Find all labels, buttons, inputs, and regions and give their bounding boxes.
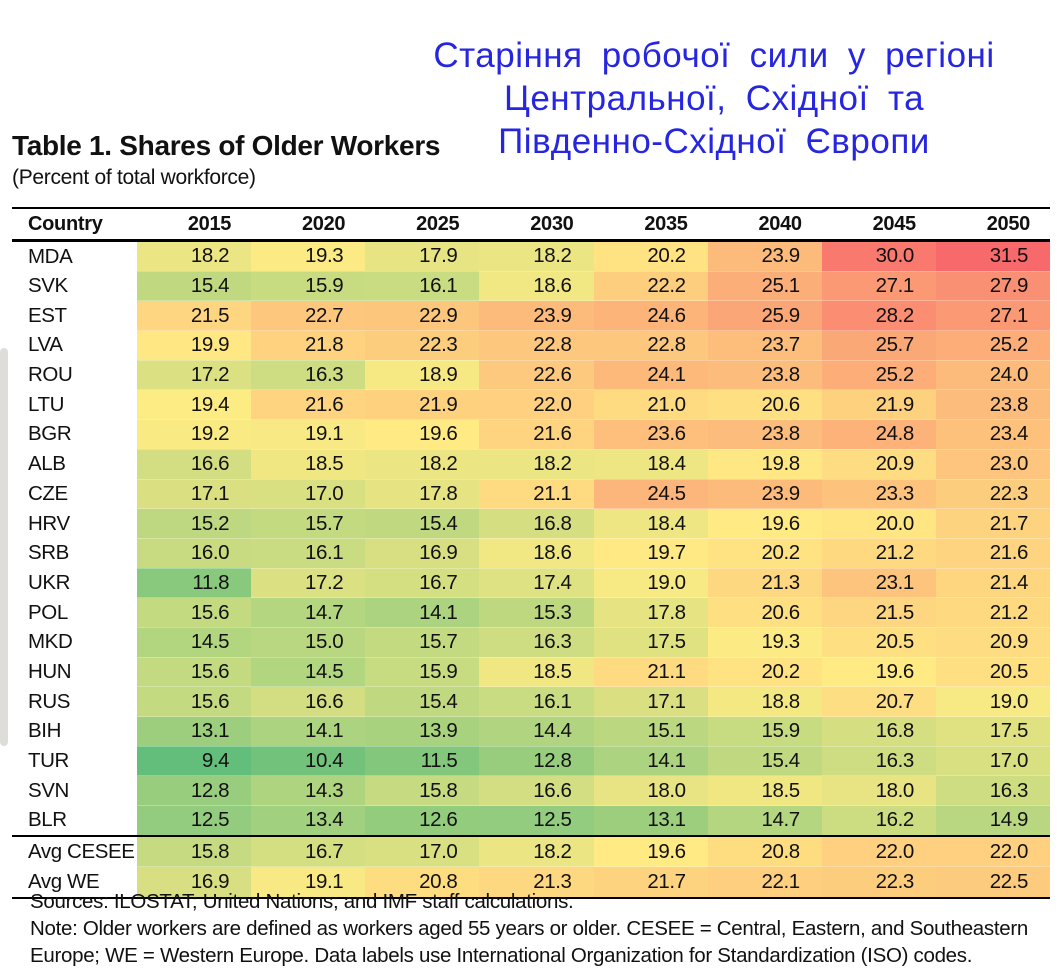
heatmap-cell: 31.5 — [936, 241, 1050, 272]
heatmap-cell: 13.9 — [365, 717, 479, 747]
heatmap-cell: 15.7 — [365, 627, 479, 657]
heatmap-cell: 18.2 — [137, 241, 251, 272]
heatmap-cell: 22.6 — [479, 360, 593, 390]
heatmap-cell: 25.2 — [936, 331, 1050, 361]
heatmap-cell: 21.4 — [936, 568, 1050, 598]
heatmap-cell: 19.9 — [137, 331, 251, 361]
heatmap-cell: 15.4 — [708, 746, 822, 776]
heatmap-cell: 22.0 — [936, 836, 1050, 867]
heatmap-cell: 20.5 — [936, 657, 1050, 687]
row-label: MDA — [12, 241, 137, 272]
heatmap-cell: 18.6 — [479, 271, 593, 301]
heatmap-cell: 12.5 — [479, 806, 593, 836]
heatmap-cell: 28.2 — [822, 301, 936, 331]
heatmap-cell: 21.1 — [594, 657, 708, 687]
heatmap-cell: 23.8 — [936, 390, 1050, 420]
heatmap-cell: 17.2 — [137, 360, 251, 390]
heatmap-cell: 15.6 — [137, 598, 251, 628]
heatmap-cell: 12.8 — [479, 746, 593, 776]
heatmap-cell: 23.4 — [936, 420, 1050, 450]
heatmap-cell: 16.2 — [822, 806, 936, 836]
heatmap-cell: 18.8 — [708, 687, 822, 717]
row-label: CZE — [12, 479, 137, 509]
table-row — [12, 776, 1050, 806]
heatmap-cell: 21.5 — [822, 598, 936, 628]
overlay-title-line-2: Центральної, Східної та — [503, 79, 925, 118]
column-header-year: 2035 — [594, 208, 708, 241]
heatmap-cell: 15.4 — [137, 271, 251, 301]
heatmap-cell: 18.0 — [594, 776, 708, 806]
heatmap-cell: 21.3 — [708, 568, 822, 598]
heatmap-cell: 23.1 — [822, 568, 936, 598]
heatmap-cell: 21.6 — [936, 538, 1050, 568]
decoration-bar — [0, 348, 8, 746]
heatmap-cell: 14.1 — [365, 598, 479, 628]
heatmap-cell: 20.6 — [708, 390, 822, 420]
heatmap-cell: 20.2 — [708, 657, 822, 687]
heatmap-cell: 18.5 — [708, 776, 822, 806]
heatmap-cell: 17.8 — [365, 479, 479, 509]
heatmap-cell: 19.7 — [594, 538, 708, 568]
heatmap-cell: 14.5 — [251, 657, 365, 687]
row-label: HUN — [12, 657, 137, 687]
heatmap-cell: 15.0 — [251, 627, 365, 657]
heatmap-cell: 17.8 — [594, 598, 708, 628]
column-header-country: Country — [12, 208, 137, 241]
table-row — [12, 657, 1050, 687]
heatmap-cell: 18.2 — [365, 449, 479, 479]
heatmap-cell: 12.8 — [137, 776, 251, 806]
heatmap-cell: 15.9 — [365, 657, 479, 687]
heatmap-cell: 18.5 — [479, 657, 593, 687]
overlay-title-line-3: Південно-Східної Європи — [498, 122, 930, 161]
heatmap-cell: 20.9 — [936, 627, 1050, 657]
heatmap-cell: 19.3 — [708, 627, 822, 657]
heatmap-cell: 30.0 — [822, 241, 936, 272]
table-subtitle: (Percent of total workforce) — [12, 166, 256, 189]
row-label: Avg CESEE — [12, 836, 137, 867]
table-row — [12, 806, 1050, 836]
table-row — [12, 360, 1050, 390]
row-label: HRV — [12, 509, 137, 539]
heatmap-cell: 15.9 — [708, 717, 822, 747]
heatmap-cell: 11.8 — [137, 568, 251, 598]
heatmap-cell: 19.0 — [936, 687, 1050, 717]
row-label: ALB — [12, 449, 137, 479]
row-label: TUR — [12, 746, 137, 776]
heatmap-cell: 16.3 — [822, 746, 936, 776]
heatmap-cell: 25.1 — [708, 271, 822, 301]
overlay-title-line-1: Старіння робочої сили у регіоні — [433, 36, 995, 75]
table-row — [12, 717, 1050, 747]
heatmap-cell: 21.8 — [251, 331, 365, 361]
heatmap-cell: 19.4 — [137, 390, 251, 420]
table-row — [12, 627, 1050, 657]
row-label: BLR — [12, 806, 137, 836]
heatmap-cell: 22.0 — [822, 836, 936, 867]
table-row — [12, 390, 1050, 420]
heatmap-cell: 21.6 — [479, 420, 593, 450]
heatmap-cell: 12.6 — [365, 806, 479, 836]
heatmap-cell: 23.8 — [708, 360, 822, 390]
column-header-year: 2020 — [251, 208, 365, 241]
heatmap-cell: 22.8 — [594, 331, 708, 361]
heatmap-cell: 21.3 — [479, 867, 593, 898]
heatmap-cell: 17.0 — [251, 479, 365, 509]
heatmap-cell: 18.4 — [594, 509, 708, 539]
row-label: UKR — [12, 568, 137, 598]
table-row — [12, 301, 1050, 331]
heatmap-cell: 16.1 — [365, 271, 479, 301]
heatmap-cell: 14.1 — [594, 746, 708, 776]
overlay-title — [392, 34, 1036, 163]
heatmap-cell: 19.8 — [708, 449, 822, 479]
heatmap-cell: 16.7 — [251, 836, 365, 867]
heatmap-cell: 15.7 — [251, 509, 365, 539]
table-row — [12, 568, 1050, 598]
row-label: BIH — [12, 717, 137, 747]
heatmap-cell: 14.5 — [137, 627, 251, 657]
heatmap-cell: 16.6 — [251, 687, 365, 717]
heatmap-cell: 20.8 — [708, 836, 822, 867]
heatmap-cell: 15.8 — [365, 776, 479, 806]
heatmap-cell: 18.9 — [365, 360, 479, 390]
heatmap-cell: 24.1 — [594, 360, 708, 390]
column-header-year: 2015 — [137, 208, 251, 241]
heatmap-cell: 14.4 — [479, 717, 593, 747]
row-label: EST — [12, 301, 137, 331]
table-row — [12, 687, 1050, 717]
heatmap-cell: 17.1 — [137, 479, 251, 509]
row-label: LTU — [12, 390, 137, 420]
heatmap-cell: 17.1 — [594, 687, 708, 717]
heatmap-cell: 22.5 — [936, 867, 1050, 898]
table-row — [12, 271, 1050, 301]
heatmap-cell: 18.6 — [479, 538, 593, 568]
row-label: SVN — [12, 776, 137, 806]
heatmap-cell: 19.6 — [708, 509, 822, 539]
heatmap-cell: 15.2 — [137, 509, 251, 539]
footnotes — [30, 888, 1050, 969]
row-label: BGR — [12, 420, 137, 450]
heatmap-cell: 22.2 — [594, 271, 708, 301]
heatmap-cell: 19.6 — [365, 420, 479, 450]
heatmap-cell: 21.0 — [594, 390, 708, 420]
heatmap-cell: 16.3 — [479, 627, 593, 657]
heatmap-cell: 14.1 — [251, 717, 365, 747]
heatmap-cell: 20.9 — [822, 449, 936, 479]
heatmap-cell: 14.3 — [251, 776, 365, 806]
table-row — [12, 241, 1050, 272]
table-header-row — [12, 208, 1050, 241]
column-header-year: 2030 — [479, 208, 593, 241]
heatmap-cell: 12.5 — [137, 806, 251, 836]
heatmap-cell: 20.5 — [822, 627, 936, 657]
heatmap-cell: 16.9 — [137, 867, 251, 898]
heatmap-cell: 16.0 — [137, 538, 251, 568]
heatmap-cell: 18.4 — [594, 449, 708, 479]
heatmap-cell: 15.4 — [365, 509, 479, 539]
heatmap-cell: 15.6 — [137, 687, 251, 717]
heatmap-cell: 22.1 — [708, 867, 822, 898]
table-row — [12, 509, 1050, 539]
heatmap-cell: 17.2 — [251, 568, 365, 598]
heatmap-cell: 17.5 — [594, 627, 708, 657]
heatmap-cell: 16.6 — [479, 776, 593, 806]
table-row — [12, 598, 1050, 628]
heatmap-cell: 22.3 — [822, 867, 936, 898]
heatmap-cell: 20.6 — [708, 598, 822, 628]
heatmap-cell: 18.2 — [479, 836, 593, 867]
table-row — [12, 331, 1050, 361]
heatmap-cell: 18.0 — [822, 776, 936, 806]
heatmap-cell: 20.8 — [365, 867, 479, 898]
heatmap-cell: 17.5 — [936, 717, 1050, 747]
table-header — [12, 208, 1050, 241]
heatmap-cell: 16.8 — [822, 717, 936, 747]
heatmap-cell: 14.9 — [936, 806, 1050, 836]
heatmap-cell: 24.8 — [822, 420, 936, 450]
heatmap-cell: 15.3 — [479, 598, 593, 628]
table-row — [12, 746, 1050, 776]
heatmap-cell: 25.2 — [822, 360, 936, 390]
heatmap-cell: 23.7 — [708, 331, 822, 361]
heatmap-cell: 15.9 — [251, 271, 365, 301]
heatmap-cell: 21.7 — [594, 867, 708, 898]
heatmap-cell: 16.6 — [137, 449, 251, 479]
row-label: RUS — [12, 687, 137, 717]
heatmap-cell: 23.9 — [479, 301, 593, 331]
row-label: ROU — [12, 360, 137, 390]
heatmap-cell: 19.2 — [137, 420, 251, 450]
heatmap-cell: 16.1 — [251, 538, 365, 568]
heatmap-cell: 22.9 — [365, 301, 479, 331]
heatmap-cell: 22.8 — [479, 331, 593, 361]
heatmap-cell: 27.9 — [936, 271, 1050, 301]
heatmap-cell: 16.9 — [365, 538, 479, 568]
column-header-year: 2045 — [822, 208, 936, 241]
heatmap-cell: 13.1 — [137, 717, 251, 747]
heatmap-cell: 13.1 — [594, 806, 708, 836]
heatmap-cell: 22.7 — [251, 301, 365, 331]
heatmap-cell: 16.1 — [479, 687, 593, 717]
heatmap-cell: 15.4 — [365, 687, 479, 717]
heatmap-cell: 20.2 — [594, 241, 708, 272]
heatmap-cell: 25.9 — [708, 301, 822, 331]
heatmap-cell: 15.8 — [137, 836, 251, 867]
heatmap-cell: 17.4 — [479, 568, 593, 598]
heatmap-cell: 16.8 — [479, 509, 593, 539]
row-label: SVK — [12, 271, 137, 301]
row-label: POL — [12, 598, 137, 628]
heatmap-table-container — [12, 207, 1050, 899]
heatmap-cell: 16.7 — [365, 568, 479, 598]
column-header-year: 2040 — [708, 208, 822, 241]
heatmap-cell: 20.0 — [822, 509, 936, 539]
heatmap-cell: 24.5 — [594, 479, 708, 509]
heatmap-cell: 20.7 — [822, 687, 936, 717]
heatmap-cell: 27.1 — [822, 271, 936, 301]
heatmap-cell: 24.6 — [594, 301, 708, 331]
heatmap-cell: 14.7 — [251, 598, 365, 628]
column-header-year: 2050 — [936, 208, 1050, 241]
heatmap-cell: 18.2 — [479, 241, 593, 272]
table-row — [12, 479, 1050, 509]
heatmap-cell: 22.0 — [479, 390, 593, 420]
heatmap-cell: 23.9 — [708, 479, 822, 509]
footnote-note-line-1: Note: Older workers are defined as workers aged 55 years or older. CESEE = Central, Eastern, and Southeastern — [30, 917, 1028, 940]
heatmap-cell: 24.0 — [936, 360, 1050, 390]
heatmap-cell: 27.1 — [936, 301, 1050, 331]
row-label: Avg WE — [12, 867, 137, 898]
heatmap-cell: 18.5 — [251, 449, 365, 479]
heatmap-cell: 16.3 — [936, 776, 1050, 806]
heatmap-cell: 17.0 — [365, 836, 479, 867]
heatmap-cell: 19.0 — [594, 568, 708, 598]
heatmap-cell: 20.2 — [708, 538, 822, 568]
heatmap-cell: 10.4 — [251, 746, 365, 776]
row-label: LVA — [12, 331, 137, 361]
column-header-year: 2025 — [365, 208, 479, 241]
heatmap-cell: 25.7 — [822, 331, 936, 361]
heatmap-cell: 21.1 — [479, 479, 593, 509]
heatmap-cell: 17.9 — [365, 241, 479, 272]
heatmap-cell: 22.3 — [365, 331, 479, 361]
heatmap-cell: 15.1 — [594, 717, 708, 747]
heatmap-cell: 15.6 — [137, 657, 251, 687]
heatmap-cell: 19.6 — [822, 657, 936, 687]
row-label: MKD — [12, 627, 137, 657]
footnote-note-line-2: Europe; WE = Western Europe. Data labels use International Organization for Standardization (ISO) codes. — [30, 944, 973, 967]
heatmap-cell: 23.6 — [594, 420, 708, 450]
heatmap-cell: 19.3 — [251, 241, 365, 272]
table-row — [12, 836, 1050, 867]
table-row — [12, 449, 1050, 479]
table-title: Table 1. Shares of Older Workers — [12, 130, 441, 161]
heatmap-cell: 14.7 — [708, 806, 822, 836]
heatmap-cell: 9.4 — [137, 746, 251, 776]
heatmap-cell: 23.8 — [708, 420, 822, 450]
heatmap-cell: 19.6 — [594, 836, 708, 867]
heatmap-cell: 23.0 — [936, 449, 1050, 479]
heatmap-cell: 13.4 — [251, 806, 365, 836]
heatmap-cell: 21.2 — [822, 538, 936, 568]
heatmap-cell: 18.2 — [479, 449, 593, 479]
heatmap-cell: 17.0 — [936, 746, 1050, 776]
heatmap-cell: 19.1 — [251, 867, 365, 898]
row-label: SRB — [12, 538, 137, 568]
heatmap-table — [12, 207, 1050, 899]
heatmap-cell: 22.3 — [936, 479, 1050, 509]
heatmap-cell: 23.9 — [708, 241, 822, 272]
table-row — [12, 420, 1050, 450]
heatmap-cell: 16.3 — [251, 360, 365, 390]
heatmap-cell: 19.1 — [251, 420, 365, 450]
heatmap-cell: 11.5 — [365, 746, 479, 776]
heatmap-cell: 21.9 — [365, 390, 479, 420]
heatmap-cell: 23.3 — [822, 479, 936, 509]
heatmap-cell: 21.7 — [936, 509, 1050, 539]
footnote-sources: Sources: ILOSTAT; United Nations; and IMF staff calculations. — [30, 890, 574, 913]
heatmap-cell: 21.5 — [137, 301, 251, 331]
heatmap-cell: 21.9 — [822, 390, 936, 420]
heatmap-cell: 21.6 — [251, 390, 365, 420]
table-row — [12, 538, 1050, 568]
heatmap-cell: 21.2 — [936, 598, 1050, 628]
